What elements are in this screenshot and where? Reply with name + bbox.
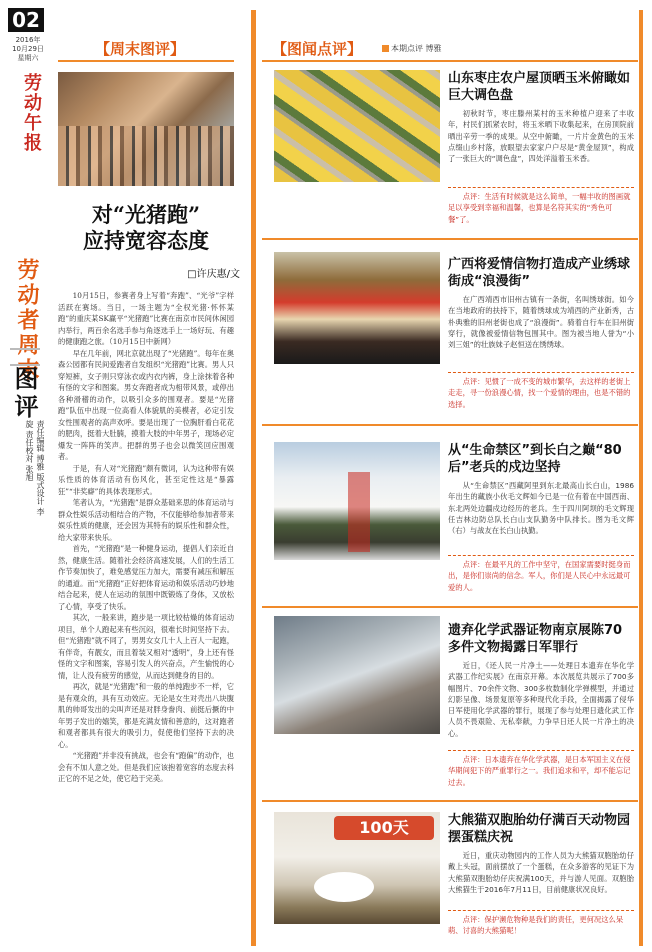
article-body: [58, 290, 234, 890]
item-comment-text: 点评：见惯了一成不变的城市繁华，去这样的老街上走走，寻一份浪漫心情，找一个爱情的理由，也是不错的选择。: [448, 377, 631, 409]
item-comment-text: 点评：日本遗弃在华化学武器，是日本军国主义在侵华期间犯下的严重罪行之一。我们追求和平，却不能忘记过去。: [448, 755, 631, 787]
comment-divider: [448, 555, 634, 556]
right-section-label: 图闻点评: [287, 40, 348, 58]
item-body-embroidered-ball: [448, 294, 634, 350]
comment-divider: [448, 910, 634, 911]
right-edge-bar: [639, 10, 643, 946]
right-header-rule: [262, 60, 638, 62]
item-body-text: 在广西靖西市旧州古镇有一条街，名叫绣球街。如今在当地政府的扶持下，随着绣球成为靖西的产业新秀，古朴典雅的旧州老街也成了“浪漫街”。骑着自行车在旧州街穿行，就像被爱情信物包围其中。图为被当地人誉为“小刘三姐”的壮族妹子赵恒送在绣绣球。: [448, 295, 634, 350]
item-comment-corn: [448, 191, 634, 225]
commentary-host: [382, 43, 442, 54]
square-bullet-icon: [382, 45, 389, 52]
headline-line-1: 对“光猪跑”: [91, 202, 201, 227]
article-paragraph: 首先，“光猪跑”是一种健身运动，提倡人们亲近自然，健康生活。随着社会经济高速发展，人们的生活工作节奏加快了，难免感觉压力加大，需要有减压和解压的通道。而“光猪跑”正好把体育运动和娱乐活动巧妙地结合起来，使人在运动的氛围中既锻炼了身体，又放松了心情，享受了快乐。: [58, 544, 234, 611]
item-body-corn: [448, 108, 634, 164]
section-divider: [10, 348, 40, 366]
item-title-chemical-weapons: 遗弃化学武器证物南京展陈70多件文物揭露日军罪行: [448, 623, 623, 655]
item-body-text: 从“生命禁区”西藏阿里到东北最高山长白山，1986年出生的藏族小伙毛文辉如今已是一位有着在中国西南、东北两处边疆戍边经历的老兵。生于四川阿坝的毛文辉现任吉林边防总队长白山支队勤务中队排长。图为毛文辉（右）与战友在长白山执勤。: [448, 481, 634, 536]
item-comment-embroidered-ball: [448, 376, 634, 410]
left-header-rule: [58, 60, 234, 62]
date-day: 10月29日: [12, 45, 44, 53]
section-subtitle: 图评: [10, 366, 38, 422]
item-comment-text: 点评：生活有时候就是这么简单，一幅丰收的图画就足以享受到幸福和温馨，也算是名符其实的“秀色可餐”了。: [448, 192, 631, 224]
item-title-embroidered-ball: 广西将爱情信物打造成产业绣球街成“浪漫街”: [448, 257, 631, 289]
article-paragraph: 10月15日，参赛者身上写着“奔跑”、“光爷”字样活跃在赛场。当日，一场主题为“全权光猪·怀怀某跑”的重庆某SK赢平“光猪跑”比赛在南京市民间休闲园内举行，两百余名选手参与角逐选手上一场好玩、有趣的健康跑之旅。（10月15日中新网）: [58, 291, 234, 346]
headline-line-2: 应持宽容态度: [83, 228, 209, 253]
photo-panda-cake: [274, 812, 440, 924]
item-comment-chemical-weapons: [448, 754, 634, 788]
panda-banner: 100天: [334, 816, 434, 840]
article-paragraph: 早在几年前，网北京就出现了“光猪跑”。每年在奥森公园都有民间爱跑者自发组织“光猪跑”比赛。男人只穿短裤，女子则只穿泳衣或内衣内裤，身上涂抹着各种有怪的文字和图案。男女奔跑者成为相带风景，或停出各种滑稽的动作，以吸引众多的围观者。要是“光猪跑”队伍中出现一位高看人体貌肌的美模者，必定引发女性围观者的高声欢呼。要是出现了一位胸肝看白花花的肥肉，挺着大肚腩，摸着大肢的中年男子，现场必定爆发一阵阵的笑声。把群的男子也会以微笑回应围观者。: [58, 348, 234, 461]
item-body-text: 近日，《还人民一片净土——处理日本遗弃在华化学武器工作纪实展》在南京开幕。本次展览共展示了700多幅图片、70余件文物、300多枚数制化学弹模型，并通过幻影呈像、场景复原等多种现代化手段，全面揭露了侵华日军使用化学武器的罪行，展现了参与处理日遗化武工作人员不畏艰险、无私奉献，力争早日还人民一片净土的决心。: [448, 661, 634, 738]
date-year: 2016年: [15, 36, 41, 44]
article-paragraph: 于是，有人对“光猪跑”颇有微词，认为这种带有娱乐性质的体育活动有伤风化，甚至定性这是“暴露狂”“非奖癖”的具体表现形式。: [58, 463, 234, 496]
item-body-text: 近日，重庆动物园内的工作人员为大熊猫双胞胎幼仔戴上头冠，面前摆放了一个蛋糕，在众多游客的见证下为大熊猫双胞胎幼仔庆祝满100天，并与游人见面。双胞胎大熊猫生于2016年7月11日，目前健康状况良好。: [448, 851, 634, 894]
photo-chemical-weapons-exhibit: [274, 616, 440, 734]
comment-divider: [448, 187, 634, 188]
newspaper-logo: 劳动午报: [21, 73, 42, 153]
comment-divider: [448, 750, 634, 751]
item-comment-panda: [448, 914, 634, 937]
article-paragraph: “光猪跑”并非没有挑战，也会有“跑偏”的动作，也会有不加人意之处。但是我们应该抱着宽容的态度去科正它的不足之处，使它趋于完美。: [58, 751, 234, 783]
photo-corn-rooftops: [274, 70, 440, 182]
item-title-corn: 山东枣庄农户屋顶晒玉米俯瞰如巨大调色盘: [448, 71, 631, 103]
article-byline: □许庆惠/文: [187, 269, 240, 280]
article-headline: [58, 202, 234, 254]
item-body-panda: [448, 850, 634, 895]
right-section-header: 【图闻点评】: [272, 40, 363, 58]
left-section-label: 周末图评: [110, 40, 171, 58]
section-title: 劳动者周末: [14, 258, 39, 383]
item-separator: [262, 606, 638, 608]
article-paragraph: 其次，一般来讲，跑步是一项比较枯燥的体育运动项目，单个人跑起来有些沉闷，很难长时间坚持下去。但“光猪跑”就不同了，男男女女几十人上百人一起跑，有伴奇，有靓女，而且着装又相对“透明”，身上还有怪怪的文字和图案，容易引发人的兴奋点，产生愉悦的心情，让人没有疲劳的感觉，从而达到健身的目的。: [58, 613, 234, 680]
item-comment-border-soldier: [448, 559, 634, 593]
date-weekday: 星期六: [17, 54, 39, 62]
host-label: 本期点评 博雅: [391, 44, 442, 53]
item-body-chemical-weapons: [448, 660, 634, 739]
editor-credits: 责任编辑 博雅 版式设计 李旋 责任校对 张旭: [25, 420, 45, 516]
photo-border-soldiers: [274, 442, 440, 560]
item-body-border-soldier: [448, 480, 634, 536]
item-title-border-soldier: 从“生命禁区”到长白之巅“80后”老兵的戍边坚持: [448, 443, 622, 475]
item-title-panda: 大熊猫双胞胎幼仔满百天动物园摆蛋糕庆祝: [448, 813, 631, 845]
left-section-header: 【周末图评】: [95, 40, 186, 58]
lead-photo-naked-run: [58, 72, 234, 186]
article-paragraph: 再次，就是“光猪跑”和一般的单纯跑步不一样，它是有观众的，具有互动效应。无论是女生对壳出八块腹肌的帅哥发出的尖叫声还是对胖身誊肉、前挺后撅的中年男子发出的嬉笑，都是充满友情和善意的，这对跑者和观者都具有很大的吸引力，促使他们坚持下去的决心。: [58, 682, 234, 749]
page-number: 02: [8, 8, 44, 32]
column-divider: [251, 10, 256, 946]
item-separator: [262, 424, 638, 426]
article-paragraph: 笔者认为，“光猪跑”是群众基础来思的体育运动与群众性娱乐活动相结合的产物，不仅能够给参加者带来娱乐性质的健康，还会因为其特有的娱乐性和群众性，给大家带来快乐。: [58, 498, 234, 542]
item-comment-text: 点评：保护濒危物种是我们的责任，更何况这么呆萌、讨喜的大熊猫呢！: [448, 915, 624, 936]
comment-divider: [448, 372, 634, 373]
item-separator: [262, 800, 638, 802]
issue-date: [8, 36, 48, 63]
item-body-text: 初秋时节，枣庄滕州某村的玉米种植户迎来了丰收年，村民们抓紧农时，将玉米晒下收集起来，在房顶院前晒出辛劳一季的成果。从空中俯瞰，一片片金黄色的玉米点缀山乡村落，放眼望去家家户户尽是“黄金屋顶”，构成了一张巨大的“调色盘”，四处洋溢着玉米香。: [448, 109, 634, 164]
item-comment-text: 点评：在最平凡的工作中坚守，在国家需要时挺身而出，是你们崇尚的信念。军人，你们是人民心中永远最可爱的人。: [448, 560, 631, 592]
photo-embroidered-ball-street: [274, 252, 440, 364]
item-separator: [262, 238, 638, 240]
